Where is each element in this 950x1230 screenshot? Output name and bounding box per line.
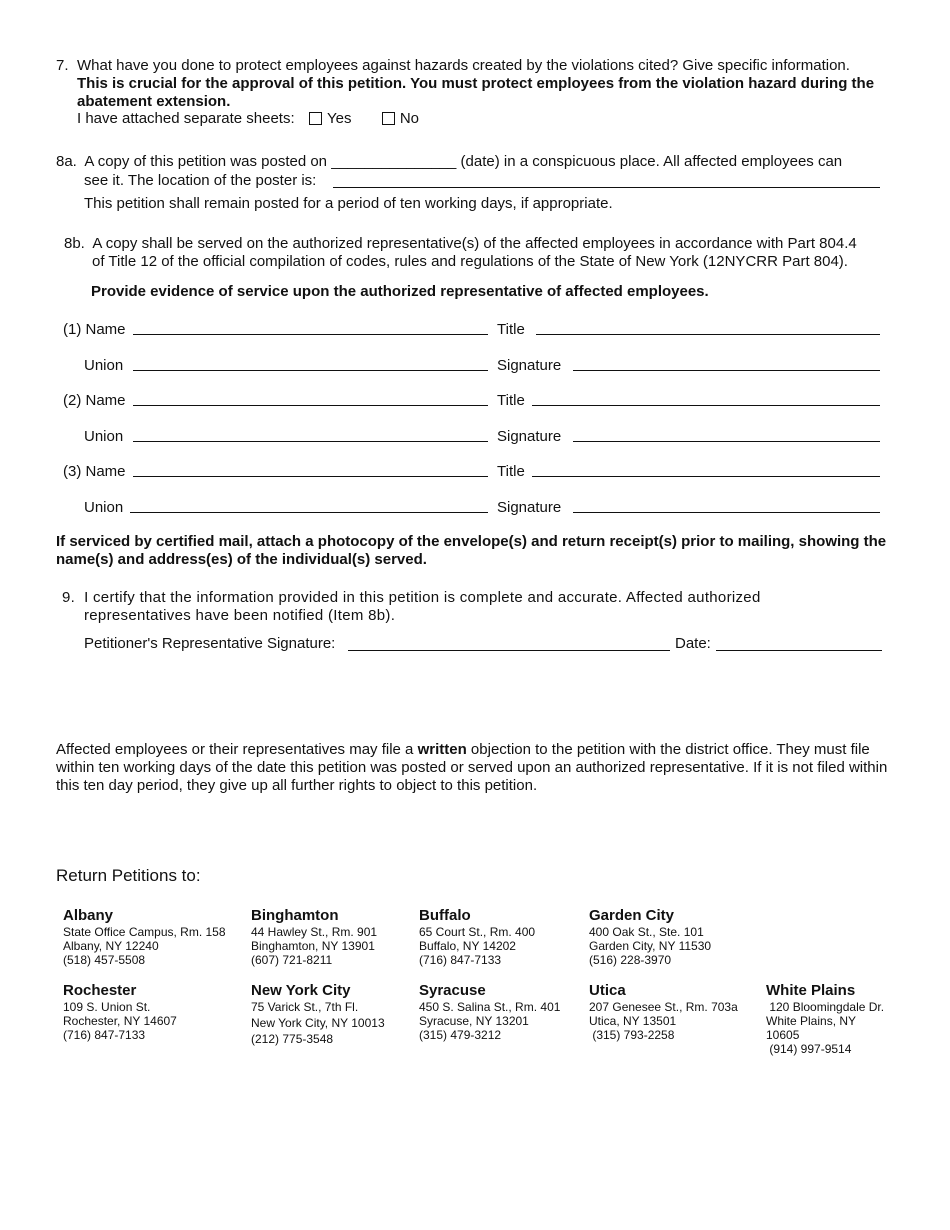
item8a-line1 xyxy=(56,153,842,171)
office-city: Utica, NY 13501 xyxy=(589,1014,677,1028)
rep2-signature-line[interactable] xyxy=(573,441,880,442)
office-binghamton xyxy=(251,907,377,967)
office-phone: (315) 479-3212 xyxy=(419,1028,502,1042)
no-checkbox[interactable] xyxy=(382,112,395,125)
yes-checkbox[interactable] xyxy=(309,112,322,125)
rep3-signature-label: Signature xyxy=(497,499,562,516)
rep2-title-line[interactable] xyxy=(532,405,880,406)
office-white-plains xyxy=(766,982,884,1056)
office-name: Binghamton xyxy=(251,907,339,924)
attached-label: I have attached separate sheets: xyxy=(77,110,295,127)
office-name: Buffalo xyxy=(419,907,471,924)
rep1-signature-line[interactable] xyxy=(573,370,880,371)
item7-question: What have you done to protect employees against hazards created by the violations cited? Give specific information. xyxy=(77,57,850,74)
poster-location-line[interactable] xyxy=(333,187,880,188)
office-address: 450 S. Salina St., Rm. 401 xyxy=(419,1000,561,1014)
office-city: Albany, NY 12240 xyxy=(63,939,159,953)
rep3-signature-line[interactable] xyxy=(573,512,880,513)
office-phone: (716) 847-7133 xyxy=(419,953,502,967)
item9-number: 9. xyxy=(62,589,76,606)
office-address: 120 Bloomingdale Dr. xyxy=(766,1000,885,1014)
rep1-name-label: (1) Name xyxy=(63,321,126,338)
objection-before: Affected employees or their representatives may file a xyxy=(56,741,414,758)
rep1-signature-label: Signature xyxy=(497,357,562,374)
office-rochester xyxy=(63,982,177,1042)
office-city: Rochester, NY 14607 xyxy=(63,1014,177,1028)
office-city: Syracuse, NY 13201 xyxy=(419,1014,529,1028)
office-city: Buffalo, NY 14202 xyxy=(419,939,516,953)
item9-text1: I certify that the information provided in this petition is complete and accurate. Affected authorized xyxy=(84,589,761,606)
office-city: White Plains, NY xyxy=(766,1014,857,1028)
certified-mail-note: If serviced by certified mail, attach a photocopy of the envelope(s) and return receipt(s) prior to mailing, showing the name(s) and address(es) of the individual(s) served. xyxy=(56,533,887,568)
item9-date-line[interactable] xyxy=(716,650,882,651)
office-address: 109 S. Union St. xyxy=(63,1000,151,1014)
office-name: White Plains xyxy=(766,982,856,999)
item8a-text-before: A copy of this petition was posted on xyxy=(84,153,328,170)
office-phone: (315) 793-2258 xyxy=(589,1028,675,1042)
office-garden-city xyxy=(589,907,711,967)
office-phone: (212) 775-3548 xyxy=(251,1032,334,1046)
office-name: New York City xyxy=(251,982,351,999)
office-name: Rochester xyxy=(63,982,137,999)
office-phone: (516) 228-3970 xyxy=(589,953,672,967)
item8a-line2: see it. The location of the poster is: xyxy=(84,172,317,189)
office-phone: (914) 997-9514 xyxy=(766,1042,852,1056)
rep2-name-label: (2) Name xyxy=(63,392,126,409)
item8b-number: 8b. xyxy=(64,235,85,252)
item7-attached-row xyxy=(77,110,419,128)
office-phone: (716) 847-7133 xyxy=(63,1028,146,1042)
office-address: 207 Genesee St., Rm. 703a xyxy=(589,1000,738,1014)
remain-posted-text: This petition shall remain posted for a period of ten working days, if appropriate. xyxy=(84,195,613,212)
office-city: Binghamton, NY 13901 xyxy=(251,939,375,953)
rep3-union-label: Union xyxy=(84,499,124,516)
item9-line2: representatives have been notified (Item 8b). xyxy=(84,607,396,624)
office-name: Albany xyxy=(63,907,114,924)
return-heading: Return Petitions to: xyxy=(56,866,201,885)
office-address: 75 Varick St., 7th Fl. xyxy=(251,1000,359,1014)
office-address: 400 Oak St., Ste. 101 xyxy=(589,925,704,939)
rep2-signature-label: Signature xyxy=(497,428,562,445)
evidence-heading: Provide evidence of service upon the authorized representative of affected employees. xyxy=(91,283,709,300)
office-city: Garden City, NY 11530 xyxy=(589,939,712,953)
item9-date-label: Date: xyxy=(675,635,711,652)
rep1-title-line[interactable] xyxy=(536,334,880,335)
office-address: State Office Campus, Rm. 158 xyxy=(63,925,226,939)
rep3-title-line[interactable] xyxy=(532,476,880,477)
item8a-number: 8a. xyxy=(56,153,77,170)
office-name: Syracuse xyxy=(419,982,486,999)
office-utica xyxy=(589,982,738,1042)
rep2-union-line[interactable] xyxy=(133,441,488,442)
office-phone: (518) 457-5508 xyxy=(63,953,146,967)
item8b-text1: A copy shall be served on the authorized representative(s) of the affected employees in accordance with Part 804.4 xyxy=(92,235,857,252)
objection-after: objection to the petition with the district office. They must file within ten working days of the date this petition was posted or served upon an authorized representative. If it is not filed within this ten day period, they give up all further rights to object to this petition. xyxy=(56,741,888,794)
office-address: 44 Hawley St., Rm. 901 xyxy=(251,925,378,939)
rep2-name-line[interactable] xyxy=(133,405,488,406)
office-zip: 10605 xyxy=(766,1028,800,1042)
objection-paragraph xyxy=(56,741,896,795)
item8a-text-after: (date) in a conspicuous place. All affected employees can xyxy=(460,153,843,170)
yes-label: Yes xyxy=(327,110,352,127)
item8b-line2: of Title 12 of the official compilation of codes, rules and regulations of the State of New York (12NYCRR Part 804). xyxy=(92,253,848,270)
office-albany xyxy=(63,907,226,967)
posted-date-blank[interactable]: _______________ xyxy=(331,153,457,170)
item9-line1 xyxy=(62,589,761,607)
office-city: New York City, NY 10013 xyxy=(251,1016,385,1030)
rep3-title-label: Title xyxy=(497,463,525,480)
item7-emphasis: This is crucial for the approval of this petition. You must protect employees from the violation hazard during the abatement extension. xyxy=(77,75,875,110)
item7-number: 7. xyxy=(56,57,69,74)
office-new-york-city xyxy=(251,982,385,1046)
rep3-name-label: (3) Name xyxy=(63,463,126,480)
office-address: 65 Court St., Rm. 400 xyxy=(419,925,536,939)
office-phone: (607) 721-8211 xyxy=(251,953,333,967)
no-label: No xyxy=(399,110,420,127)
office-buffalo xyxy=(419,907,535,967)
rep1-union-label: Union xyxy=(84,357,124,374)
objection-bold-word: written xyxy=(417,741,467,758)
petitioner-signature-label: Petitioner's Representative Signature: xyxy=(84,635,336,652)
rep1-name-line[interactable] xyxy=(133,334,488,335)
office-name: Utica xyxy=(589,982,626,999)
item8b-line1 xyxy=(64,235,857,253)
petitioner-signature-line[interactable] xyxy=(348,650,670,651)
rep3-union-line[interactable] xyxy=(130,512,488,513)
rep2-title-label: Title xyxy=(497,392,525,409)
office-syracuse xyxy=(419,982,560,1042)
rep3-name-line[interactable] xyxy=(133,476,488,477)
rep2-union-label: Union xyxy=(84,428,124,445)
rep1-title-label: Title xyxy=(497,321,525,338)
office-name: Garden City xyxy=(589,907,675,924)
rep1-union-line[interactable] xyxy=(133,370,488,371)
